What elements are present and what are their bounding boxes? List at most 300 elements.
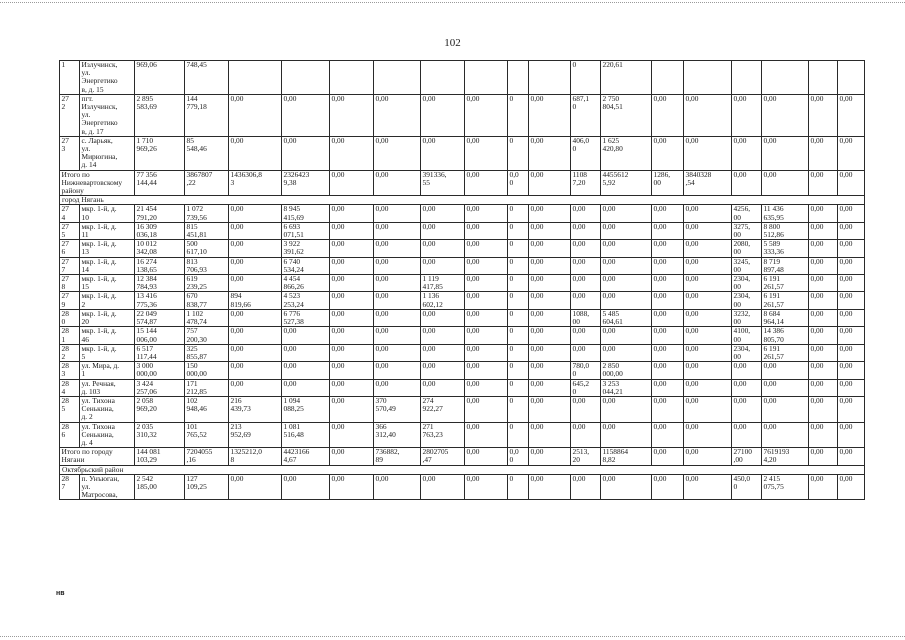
value-cell: 0 [508, 257, 529, 274]
value-cell: 274 922,27 [421, 396, 465, 422]
value-cell [508, 61, 529, 95]
value-cell: 757 200,30 [185, 327, 229, 344]
subtotal-cell: 3867807 ,22 [185, 170, 229, 196]
subtotal-cell: 0,00 [465, 170, 508, 196]
value-cell: 0,00 [652, 379, 684, 396]
value-cell: 271 763,23 [421, 422, 465, 448]
value-cell: 0 [508, 292, 529, 309]
value-cell: 0,00 [601, 275, 652, 292]
value-cell: 0,00 [330, 396, 374, 422]
value-cell: 0,00 [809, 205, 838, 222]
row-number-cell: 28 3 [60, 362, 80, 379]
table-row [60, 257, 865, 274]
table-row [60, 136, 865, 170]
value-cell: 8 684 964,14 [762, 309, 809, 326]
subtotal-cell: 0,00 [374, 170, 421, 196]
value-cell: 0,00 [571, 422, 601, 448]
value-cell: 213 952,69 [229, 422, 282, 448]
value-cell: 0,00 [838, 474, 865, 500]
value-cell: 3 253 044,21 [601, 379, 652, 396]
value-cell [330, 61, 374, 95]
value-cell: 8 945 415,69 [282, 205, 330, 222]
subtotal-cell: 4423166 4,67 [282, 448, 330, 465]
value-cell: 0,00 [421, 327, 465, 344]
value-cell: 0,00 [809, 240, 838, 257]
value-cell: 0,00 [465, 292, 508, 309]
value-cell: 0,00 [330, 257, 374, 274]
address-cell: мкр. 1-й, д. 20 [80, 309, 135, 326]
table-row [60, 362, 865, 379]
value-cell: 0,00 [838, 362, 865, 379]
value-cell: 1 072 739,56 [185, 205, 229, 222]
value-cell: 22 049 574,87 [135, 309, 185, 326]
subtotal-cell: 77 356 144,44 [135, 170, 185, 196]
value-cell: 0,00 [571, 396, 601, 422]
value-cell: 0,00 [421, 205, 465, 222]
subtotal-cell: 1108 7,20 [571, 170, 601, 196]
value-cell: 0,00 [229, 275, 282, 292]
address-cell: мкр. 1-й, д. 10 [80, 205, 135, 222]
value-cell: 0,00 [465, 327, 508, 344]
value-cell: 0,00 [652, 422, 684, 448]
value-cell: 0,00 [571, 205, 601, 222]
value-cell: 0 [508, 205, 529, 222]
footer-mark: нв [56, 590, 65, 597]
value-cell: 0 [508, 379, 529, 396]
subtotal-cell: 3840328 ,54 [684, 170, 732, 196]
value-cell: 0,00 [652, 222, 684, 239]
table-row [60, 327, 865, 344]
value-cell [229, 61, 282, 95]
value-cell: 0,00 [529, 94, 571, 136]
value-cell: 102 948,46 [185, 396, 229, 422]
address-cell: ул. Тихона Сенькина, д. 4 [80, 422, 135, 448]
value-cell: 0,00 [762, 94, 809, 136]
address-cell: мкр. 1-й, д. 14 [80, 257, 135, 274]
value-cell: 0 [508, 222, 529, 239]
value-cell: 0,00 [229, 379, 282, 396]
value-cell: 6 191 261,57 [762, 292, 809, 309]
table-row [60, 222, 865, 239]
bottom-dotted-rule [0, 636, 905, 637]
value-cell: 0,00 [330, 292, 374, 309]
subtotal-cell: 0,00 [762, 170, 809, 196]
value-cell: 1 625 420,80 [601, 136, 652, 170]
value-cell: 0,00 [330, 362, 374, 379]
page-number: 102 [444, 37, 461, 49]
subtotal-cell: 7204055 ,16 [185, 448, 229, 465]
value-cell: 21 454 791,20 [135, 205, 185, 222]
subtotal-cell: 144 081 103,29 [135, 448, 185, 465]
value-cell: 0,00 [762, 422, 809, 448]
value-cell: 0,00 [529, 422, 571, 448]
value-cell: 0,00 [421, 474, 465, 500]
value-cell: 0,00 [229, 240, 282, 257]
value-cell: 0,00 [229, 205, 282, 222]
row-number-cell: 27 5 [60, 222, 80, 239]
value-cell: 0,00 [732, 422, 762, 448]
value-cell: 0,00 [529, 327, 571, 344]
value-cell: 0,00 [529, 379, 571, 396]
value-cell: 0,00 [465, 94, 508, 136]
value-cell: 216 439,73 [229, 396, 282, 422]
subtotal-cell: 7619193 4,20 [762, 448, 809, 465]
value-cell: 1 119 417,85 [421, 275, 465, 292]
value-cell: 0,00 [330, 327, 374, 344]
table-row [60, 474, 865, 500]
row-number-cell: 28 0 [60, 309, 80, 326]
subtotal-cell: 736882, 89 [374, 448, 421, 465]
value-cell: 0,00 [374, 309, 421, 326]
value-cell [809, 61, 838, 95]
value-cell: 0,00 [684, 422, 732, 448]
value-cell: 0,00 [282, 327, 330, 344]
table-row [60, 240, 865, 257]
value-cell: 3245, 00 [732, 257, 762, 274]
value-cell: 0,00 [601, 257, 652, 274]
value-cell: 0,00 [330, 474, 374, 500]
value-cell: 0,00 [421, 379, 465, 396]
value-cell: 0,00 [762, 136, 809, 170]
value-cell: 0,00 [330, 344, 374, 361]
value-cell: 0,00 [838, 422, 865, 448]
address-cell: п. Унъюган, ул. Матросова, [80, 474, 135, 500]
value-cell: 0,00 [421, 222, 465, 239]
value-cell: 450,0 0 [732, 474, 762, 500]
value-cell: 670 838,77 [185, 292, 229, 309]
value-cell: 0,00 [229, 362, 282, 379]
value-cell: 8 800 512,86 [762, 222, 809, 239]
value-cell: 0,00 [684, 94, 732, 136]
value-cell: 0,00 [838, 344, 865, 361]
value-cell: 0,00 [374, 240, 421, 257]
value-cell: 0,00 [762, 396, 809, 422]
value-cell [529, 61, 571, 95]
value-cell: 0,00 [529, 309, 571, 326]
subtotal-cell: 0,00 [330, 448, 374, 465]
value-cell: 0,00 [809, 422, 838, 448]
value-cell: 406,0 0 [571, 136, 601, 170]
value-cell: 0,00 [684, 275, 732, 292]
value-cell: 0 [508, 362, 529, 379]
value-cell: 101 765,52 [185, 422, 229, 448]
subtotal-cell: 0,00 [684, 448, 732, 465]
value-cell: 6 693 071,51 [282, 222, 330, 239]
value-cell: 0,00 [838, 136, 865, 170]
value-cell: 0,00 [465, 205, 508, 222]
value-cell: 0,00 [465, 379, 508, 396]
value-cell: 645,2 0 [571, 379, 601, 396]
value-cell: 687,1 0 [571, 94, 601, 136]
value-cell: 0,00 [374, 94, 421, 136]
value-cell: 0,00 [421, 344, 465, 361]
value-cell: 0,00 [330, 309, 374, 326]
value-cell: 0,00 [374, 275, 421, 292]
value-cell: 0 [571, 61, 601, 95]
value-cell: 0,00 [652, 205, 684, 222]
value-cell: 500 617,10 [185, 240, 229, 257]
value-cell: 0,00 [374, 257, 421, 274]
top-dotted-rule [0, 2, 905, 3]
value-cell: 0,00 [374, 379, 421, 396]
value-cell: 0 [508, 240, 529, 257]
value-cell: 0,00 [571, 240, 601, 257]
value-cell: 0,00 [229, 222, 282, 239]
value-cell: 0,00 [809, 136, 838, 170]
table-row [60, 379, 865, 396]
value-cell: 13 416 775,36 [135, 292, 185, 309]
value-cell: 0,00 [465, 396, 508, 422]
value-cell: 0,00 [601, 474, 652, 500]
value-cell: 0,00 [809, 292, 838, 309]
section-title: город Нягань [60, 196, 865, 205]
value-cell: 0,00 [465, 309, 508, 326]
address-cell: мкр. 1-й, д. 13 [80, 240, 135, 257]
value-cell: 1088, 00 [571, 309, 601, 326]
value-cell: 3232, 00 [732, 309, 762, 326]
value-cell: 2080, 00 [732, 240, 762, 257]
row-number-cell: 28 5 [60, 396, 80, 422]
value-cell: 0,00 [571, 327, 601, 344]
value-cell: 0 [508, 94, 529, 136]
value-cell: 0,00 [809, 344, 838, 361]
value-cell: 0,00 [374, 474, 421, 500]
value-cell: 0,00 [229, 136, 282, 170]
value-cell: 0,00 [571, 275, 601, 292]
value-cell: 0,00 [421, 309, 465, 326]
value-cell: 0,00 [684, 474, 732, 500]
value-cell: 0,00 [330, 379, 374, 396]
section-header-row [60, 465, 865, 474]
subtotal-cell: 2802705 ,47 [421, 448, 465, 465]
budget-table [59, 60, 865, 500]
value-cell: 0,00 [684, 309, 732, 326]
value-cell: 0,00 [809, 275, 838, 292]
value-cell: 0,00 [571, 344, 601, 361]
subtotal-cell: 0,00 [330, 170, 374, 196]
value-cell: 0,00 [374, 205, 421, 222]
value-cell: 5 589 333,36 [762, 240, 809, 257]
table-row [60, 205, 865, 222]
value-cell: 0,00 [330, 240, 374, 257]
subtotal-cell: 1436306,8 3 [229, 170, 282, 196]
value-cell: 0,00 [229, 94, 282, 136]
table-row [60, 292, 865, 309]
subtotal-cell: 0,00 [465, 448, 508, 465]
table-row [60, 275, 865, 292]
row-number-cell: 28 7 [60, 474, 80, 500]
subtotal-cell: 1286, 00 [652, 170, 684, 196]
subtotal-cell: 0,00 [529, 448, 571, 465]
table-row [60, 396, 865, 422]
value-cell [465, 61, 508, 95]
value-cell: 0,00 [652, 257, 684, 274]
value-cell: 0,00 [684, 362, 732, 379]
subtotal-cell: 0,0 0 [508, 170, 529, 196]
subtotal-cell: 2326423 9,38 [282, 170, 330, 196]
row-number-cell: 28 6 [60, 422, 80, 448]
value-cell: 0,00 [809, 362, 838, 379]
value-cell: 0 [508, 344, 529, 361]
address-cell: Излучинск, ул. Энергетико в, д. 15 [80, 61, 135, 95]
value-cell: 0,00 [732, 396, 762, 422]
value-cell: 0,00 [330, 422, 374, 448]
address-cell: мкр. 1-й, д. 5 [80, 344, 135, 361]
value-cell: 6 191 261,57 [762, 344, 809, 361]
value-cell: 1 710 969,26 [135, 136, 185, 170]
subtotal-cell: 0,00 [809, 170, 838, 196]
value-cell: 0,00 [282, 94, 330, 136]
address-cell: ул. Мира, д. 1 [80, 362, 135, 379]
value-cell: 10 012 342,08 [135, 240, 185, 257]
subtotal-cell: 0,00 [809, 448, 838, 465]
value-cell: 0,00 [529, 362, 571, 379]
value-cell: 0 [508, 136, 529, 170]
value-cell: 0,00 [601, 292, 652, 309]
value-cell: 6 517 117,44 [135, 344, 185, 361]
address-cell: мкр. 1-й, д. 11 [80, 222, 135, 239]
subtotal-cell: 391336, 55 [421, 170, 465, 196]
value-cell [732, 61, 762, 95]
value-cell: 220,61 [601, 61, 652, 95]
row-number-cell: 1 [60, 61, 80, 95]
value-cell: 5 485 604,61 [601, 309, 652, 326]
value-cell: 0,00 [762, 362, 809, 379]
row-number-cell: 27 9 [60, 292, 80, 309]
value-cell: 1 102 478,74 [185, 309, 229, 326]
value-cell: 0,00 [809, 222, 838, 239]
value-cell: 0,00 [529, 396, 571, 422]
value-cell: 370 570,49 [374, 396, 421, 422]
subtotal-cell: 2513, 20 [571, 448, 601, 465]
value-cell: 3275, 00 [732, 222, 762, 239]
value-cell: 2304, 00 [732, 292, 762, 309]
value-cell: 0,00 [374, 327, 421, 344]
value-cell: 0,00 [601, 396, 652, 422]
value-cell: 0,00 [809, 379, 838, 396]
row-number-cell: 27 6 [60, 240, 80, 257]
address-cell: пгт. Излучинск, ул. Энергетико в, д. 17 [80, 94, 135, 136]
address-cell: ул. Тихона Сенькина, д. 2 [80, 396, 135, 422]
value-cell: 2 058 969,20 [135, 396, 185, 422]
value-cell: 0,00 [838, 257, 865, 274]
value-cell: 3 922 391,62 [282, 240, 330, 257]
value-cell: 6 740 534,24 [282, 257, 330, 274]
value-cell [374, 61, 421, 95]
subtotal-cell: 0,00 [838, 448, 865, 465]
value-cell: 16 274 138,65 [135, 257, 185, 274]
value-cell: 0,00 [652, 309, 684, 326]
value-cell: 0 [508, 422, 529, 448]
value-cell: 16 309 036,18 [135, 222, 185, 239]
value-cell: 0,00 [229, 257, 282, 274]
value-cell: 0,00 [465, 422, 508, 448]
value-cell: 6 776 527,38 [282, 309, 330, 326]
table-row [60, 61, 865, 95]
value-cell: 0,00 [282, 362, 330, 379]
value-cell: 0,00 [809, 257, 838, 274]
value-cell: 0,00 [282, 344, 330, 361]
value-cell: 0,00 [571, 292, 601, 309]
value-cell [652, 61, 684, 95]
subtotal-label: Итого по Нижневартовскому району [60, 170, 135, 196]
value-cell: 969,06 [135, 61, 185, 95]
value-cell: 0,00 [601, 422, 652, 448]
value-cell: 0,00 [421, 136, 465, 170]
value-cell: 0,00 [684, 327, 732, 344]
value-cell: 0,00 [809, 396, 838, 422]
value-cell: 0,00 [684, 222, 732, 239]
value-cell: 0 [508, 275, 529, 292]
value-cell: 0,00 [421, 257, 465, 274]
value-cell: 1 081 516,48 [282, 422, 330, 448]
value-cell: 2304, 00 [732, 344, 762, 361]
value-cell [838, 61, 865, 95]
value-cell: 2 750 804,51 [601, 94, 652, 136]
value-cell: 14 386 805,70 [762, 327, 809, 344]
subtotal-cell: 0,00 [652, 448, 684, 465]
value-cell: 0 [508, 327, 529, 344]
value-cell: 0,00 [809, 309, 838, 326]
value-cell: 0,00 [529, 344, 571, 361]
value-cell: 0,00 [652, 396, 684, 422]
value-cell: 0,00 [374, 222, 421, 239]
value-cell: 0,00 [732, 379, 762, 396]
value-cell: 0,00 [601, 222, 652, 239]
value-cell: 3 000 000,00 [135, 362, 185, 379]
row-number-cell: 28 1 [60, 327, 80, 344]
value-cell: 0,00 [330, 94, 374, 136]
value-cell: 0,00 [421, 362, 465, 379]
value-cell: 0,00 [838, 379, 865, 396]
value-cell: 4256, 00 [732, 205, 762, 222]
value-cell: 0,00 [838, 396, 865, 422]
value-cell: 0,00 [374, 344, 421, 361]
row-number-cell: 27 4 [60, 205, 80, 222]
value-cell: 0,00 [684, 344, 732, 361]
value-cell: 0,00 [684, 292, 732, 309]
value-cell: 144 779,18 [185, 94, 229, 136]
value-cell: 0,00 [652, 362, 684, 379]
value-cell: 0,00 [652, 136, 684, 170]
value-cell: 0 [508, 309, 529, 326]
value-cell: 0,00 [601, 205, 652, 222]
table-row [60, 344, 865, 361]
subtotal-cell: 1158864 8,82 [601, 448, 652, 465]
value-cell: 0,00 [465, 344, 508, 361]
value-cell: 0,00 [809, 94, 838, 136]
value-cell: 3 424 257,06 [135, 379, 185, 396]
value-cell: 0,00 [838, 327, 865, 344]
value-cell: 2 035 310,32 [135, 422, 185, 448]
value-cell: 0,00 [465, 362, 508, 379]
value-cell: 1 094 088,25 [282, 396, 330, 422]
value-cell: 4 454 866,26 [282, 275, 330, 292]
table-body [60, 61, 865, 500]
value-cell: 0,00 [684, 205, 732, 222]
value-cell: 150 000,00 [185, 362, 229, 379]
value-cell: 0 [508, 474, 529, 500]
value-cell: 2 850 000,00 [601, 362, 652, 379]
value-cell: 0,00 [421, 94, 465, 136]
value-cell: 0,00 [282, 474, 330, 500]
value-cell: 0,00 [529, 474, 571, 500]
value-cell: 0,00 [838, 222, 865, 239]
value-cell: 0,00 [330, 205, 374, 222]
value-cell: 0,00 [465, 136, 508, 170]
value-cell [282, 61, 330, 95]
value-cell: 2 542 185,00 [135, 474, 185, 500]
